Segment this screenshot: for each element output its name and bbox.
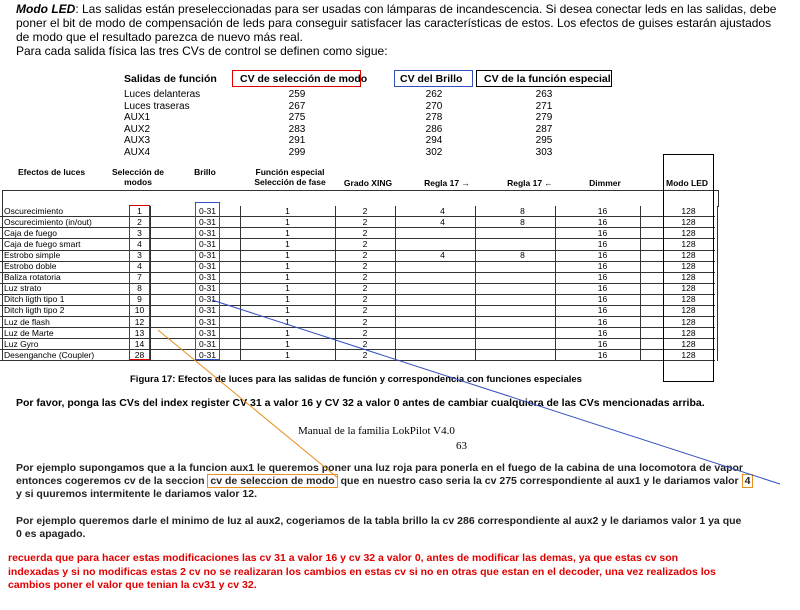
cv-seleccion-modo-highlight: cv de seleccion de modo [207,474,337,488]
effects-cell: 0-31 [198,283,216,294]
effects-cell: 2 [362,283,368,294]
cv-row-value: 299 [288,147,306,158]
effects-cell: 1 [285,272,290,283]
cv-row-value: 286 [425,123,443,135]
effects-cell: Ditch ligth tipo 2 [4,305,65,316]
effects-cell: 4 [137,261,142,272]
effects-cell: 2 [362,239,368,250]
effects-cell: Ditch ligth tipo 1 [4,294,65,305]
effects-cell: 1 [285,206,290,216]
cv-row-value: 279 [535,112,553,124]
effects-cell: Caja de fuego [4,228,57,239]
effects-cell: 0-31 [198,305,216,316]
effects-cell: 0-31 [198,239,216,250]
effects-cell: 1 [137,206,142,216]
effects-cell: 14 [134,338,145,349]
effects-cell: Luz de Marte [4,327,54,338]
th-funcion-2: Selección de fase [254,177,326,187]
effects-cell: 16 [597,272,608,283]
effects-cell: 16 [597,239,608,250]
effects-cell: 128 [681,316,696,327]
effects-cell: 0-31 [198,217,216,228]
effects-cell: 2 [362,272,368,283]
effects-cell: 0-31 [198,250,216,261]
cv-header-brillo: CV del Brillo [400,73,463,85]
effects-cell: 16 [597,250,608,261]
cv-row-value: 271 [535,100,553,112]
example-1-line-2c: que en nuestro caso seria la cv 275 correspondiente al aux1 y le dariamos valor [337,475,742,487]
effects-cell: 128 [681,206,696,216]
effects-cell: 4 [440,206,445,216]
cv-row-salida: Luces delanteras [124,89,201,100]
effects-cell: 128 [681,272,696,283]
cv-row-value: 263 [535,89,553,100]
th-dimmer: Dimmer [589,178,621,188]
effects-cell: 128 [681,261,696,272]
effects-cell: 0-31 [198,206,216,216]
effects-cell: 2 [362,206,368,216]
cv-row-value: 275 [288,112,306,124]
effects-cell: 2 [362,228,368,239]
effects-cell: 1 [285,250,290,261]
effects-cell: 1 [285,217,290,228]
cv-row-value: 283 [288,123,306,135]
effects-cell: 2 [362,261,368,272]
effects-cell: 16 [597,261,608,272]
cv-row-salida: AUX2 [124,123,151,135]
reminder-line-3: cambios poner el valor que tenian la cv31 y cv 32. [8,579,257,591]
effects-cell: Luz Gyro [4,338,39,349]
cv-row-salida: AUX1 [124,112,151,124]
th-efectos: Efectos de luces [18,167,86,177]
reminder-line-1: recuerda que para hacer estas modificaciones las cv 31 a valor 16 y cv 32 a valor 0, antes de modificar las demas, ya que estas cv son [8,552,679,564]
effects-cell: 1 [285,283,290,294]
effects-cell: 2 [362,338,368,349]
cv-header-modo: CV de selección de modo [240,73,368,85]
effects-cell: 1 [285,327,290,338]
cv-row-value: 270 [425,100,443,112]
effects-cell: 2 [362,327,368,338]
effects-cell: 1 [285,294,290,305]
effects-cell: 1 [285,316,290,327]
cv-row-value: 295 [535,135,553,147]
effects-cell: 0-31 [198,316,216,327]
effects-cell: 2 [362,316,368,327]
effects-cell: 2 [362,217,368,228]
cv-row-salida: Luces traseras [124,100,190,112]
effects-cell: 28 [134,349,145,360]
cv-row-value: 294 [425,135,443,147]
effects-cell: 0-31 [198,349,216,360]
cv-row-value: 291 [288,135,306,147]
effects-cell: Caja de fuego smart [4,239,81,250]
th-regla-a: Regla 17 → [424,178,470,188]
effects-cell: 8 [520,206,525,216]
effects-cell: 1 [285,239,290,250]
effects-cell: 1 [285,228,290,239]
example-2-line-2: 0 es apagado. [16,528,86,540]
effects-cell: 128 [681,305,696,316]
th-funcion-1: Función especial [255,167,325,177]
effects-cell: 16 [597,349,608,360]
index-register-note: Por favor, ponga las CVs del index register CV 31 a valor 16 y CV 32 a valor 0 antes de cambiar cualquiera de las CVs mencionadas arriba. [16,397,705,409]
th-brillo: Brillo [194,167,216,177]
effects-cell: 16 [597,217,608,228]
effects-cell: 13 [134,327,145,338]
effects-cell: 0-31 [198,338,216,349]
effects-cell: Baliza rotatoria [4,272,61,283]
cv-row-salida: AUX4 [124,147,151,158]
blue-connector-line [212,300,780,484]
effects-cell: 2 [362,349,368,360]
effects-cell: 0-31 [198,294,216,305]
effects-cell: 16 [597,327,608,338]
effects-cell: 16 [597,338,608,349]
effects-cell: 10 [134,305,145,316]
effects-cell: Luz de flash [4,316,50,327]
effects-cell: 4 [440,250,445,261]
effects-cell: 128 [681,228,696,239]
effects-cell: 3 [137,228,142,239]
effects-cell: 128 [681,349,696,360]
example-1-line-3: y si quuremos intermitente le dariamos valor 12. [16,488,258,500]
cv-row-value: 302 [425,147,443,158]
cv-row-salida: AUX3 [124,135,151,147]
effects-cell: 16 [597,294,608,305]
cv-row-value: 278 [425,112,443,124]
effects-cell: Desenganche (Coupler) [4,349,95,360]
effects-cell: 8 [137,283,142,294]
effects-cell: 4 [440,217,445,228]
example-1-line-2a: entonces cogeremos cv de la seccion [16,475,208,487]
effects-cell: 16 [597,206,608,216]
effects-cell: 16 [597,228,608,239]
effects-cell: 3 [137,250,142,261]
example-2-line-1: Por ejemplo queremos darle el minimo de luz al aux2, cogeriamos de la tabla brillo la cv 286 correspondiente al aux2 y le dariamos valor 1 ya que [16,515,742,527]
effects-cell: 2 [362,294,368,305]
effects-cell: 1 [285,349,290,360]
effects-cell: 1 [285,305,290,316]
cv-row-value: 267 [288,100,306,112]
cv-row-value: 303 [535,147,553,158]
effects-cell: 0-31 [198,261,216,272]
effects-cell: 128 [681,250,696,261]
effects-cell: 8 [520,217,525,228]
value-4-highlight: 4 [742,474,754,488]
effects-cell: Estrobo doble [4,261,57,272]
effects-cell: 0-31 [198,272,216,283]
effects-cell: 2 [362,250,368,261]
effects-cell: 128 [681,327,696,338]
effects-cell: 12 [134,316,145,327]
th-regla-b: Regla 17 ← [507,178,553,188]
figure-caption: Figura 17: Efectos de luces para las salidas de función y correspondencia con funciones especiales [130,374,582,385]
effects-cell: 128 [681,239,696,250]
effects-cell: 16 [597,316,608,327]
effects-cell: Luz strato [4,283,42,294]
effects-cell: 128 [681,283,696,294]
cv-header-salidas: Salidas de función [124,73,217,85]
intro-line4: Para cada salida física las tres CVs de control se definen como sigue: [16,44,388,58]
th-modoled: Modo LED [665,178,709,188]
intro-title: Modo LED [16,2,76,16]
page-number: 63 [456,440,467,452]
th-grado: Grado XING [343,178,393,188]
effects-cell: Oscurecimiento [4,206,64,216]
th-seleccion-2: modos [124,177,152,187]
effects-cell: 7 [137,272,142,283]
effects-cell: 0-31 [198,327,216,338]
orange-connector-line [158,327,338,478]
reminder-line-2: indexadas y si no modificas estas 2 cv no se realizaran los cambios en estas cv si no en otras que estan en el decoder, una vez realizados los [8,565,716,578]
effects-cell: 128 [681,294,696,305]
effects-cell: 0-31 [198,228,216,239]
effects-cell: 1 [285,261,290,272]
effects-cell: 9 [137,294,142,305]
effects-cell: 16 [597,305,608,316]
effects-cell: 1 [285,338,290,349]
cv-row-value: 287 [535,123,553,135]
cv-header-especial: CV de la función especial [484,73,611,85]
effects-cell: 2 [362,305,368,316]
example-1-line-1: Por ejemplo supongamos que a la funcion aux1 le queremos poner una luz roja para ponerla en el fuego de la cabina de una locomotora de vapor [16,462,743,474]
effects-cell: 4 [137,239,142,250]
effects-cell: 8 [520,250,525,261]
effects-cell: Estrobo simple [4,250,61,261]
th-seleccion-1: Selección de [112,167,164,177]
effects-cell: Oscurecimiento (in/out) [4,217,92,228]
manual-title: Manual de la familia LokPilot V4.0 [298,425,455,437]
effects-cell: 128 [681,338,696,349]
effects-cell: 128 [681,217,696,228]
effects-cell: 2 [137,217,142,228]
cv-row-value: 262 [425,89,443,100]
intro-text: : Las salidas están preseleccionadas para ser usadas con lámparas de incandescencia. Si desea conectar leds en las salidas, debe poner el bit de modo de compensación de leds para conseguir satisfacer las características de estos. Los efectos de guises estarán ajustados de modo que el resultado parezca de nuevo más real. [16,2,777,44]
cv-row-value: 259 [288,89,306,100]
effects-cell: 16 [597,283,608,294]
